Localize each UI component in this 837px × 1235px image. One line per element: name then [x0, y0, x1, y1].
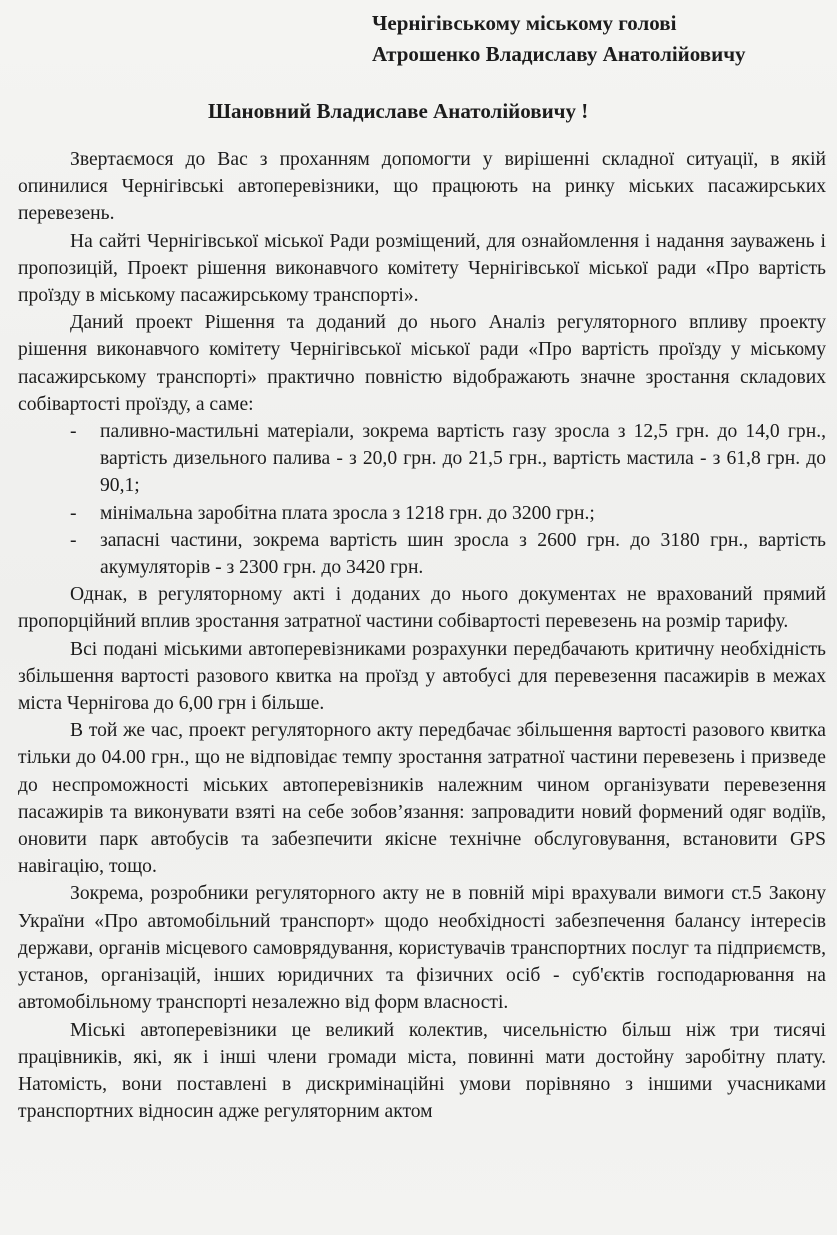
paragraph: Міські автоперевізники це великий колектив, чисельністю більш ніж три тисячі працівників, які, як і інші члени громади міста, повинні мати достойну заробітну плату. Натомість, вони поставлені в дискримінаційні умови порівняно з іншими учасниками транспортних відносин адже регуляторним актом	[18, 1019, 826, 1123]
paragraph: Зокрема, розробники регуляторного акту не в повній мірі врахували вимоги ст.5 Закону України «Про автомобільний транспорт» щодо необхідності забезпечення балансу інтересів держави, органів місцевого самоврядування, користувачів транспортних послуг та підприємств, установ, організацій, інших юридичних та фізичних осіб - суб'єктів господарювання на автомобільному транспорті незалежно від форм власності.	[18, 883, 826, 1014]
cost-items-list	[18, 418, 826, 581]
paragraph: Даний проект Рішення та доданий до нього Аналіз регуляторного впливу проекту рішення виконавчого комітету Чернігівської міської ради «Про вартість проїзду у міському пасажирському транспорті» практично повністю відображають значне зростання складових собівартості проїзду, а саме:	[18, 312, 826, 415]
addressee-line-1: Чернігівському міському голові	[372, 11, 677, 35]
paragraph: На сайті Чернігівської міської Ради розміщений, для ознайомлення і надання зауважень і пропозицій, Проект рішення виконавчого комітету Чернігівської міської ради «Про вартість проїзду в міському пасажирському транспорті».	[18, 230, 826, 307]
addressee-block	[372, 8, 746, 70]
letter-body	[18, 146, 826, 1125]
list-item-text: запасні частини, зокрема вартість шин зросла з 2600 грн. до 3180 грн., вартість акумуляторів - з 2300 грн. до 3420 грн.	[100, 529, 826, 579]
list-item	[18, 527, 826, 581]
paragraph: Всі подані міськими автоперевізниками розрахунки передбачають критичну необхідність збільшення вартості разового квитка на проїзд у автобусі для перевезення пасажирів в межах міста Чернігова до 6,00 грн і більше.	[18, 638, 826, 715]
list-item	[18, 500, 826, 527]
salutation: Шановний Владиславе Анатолійовичу !	[208, 99, 589, 123]
list-item-text: мінімальна заробітна плата зросла з 1218 грн. до 3200 грн.;	[100, 502, 595, 524]
list-dash: -	[70, 421, 77, 443]
addressee-line-2: Атрошенко Владиславу Анатолійовичу	[372, 42, 746, 66]
paragraph: Однак, в регуляторному акті і доданих до нього документах не врахований прямий пропорційний вплив зростання затратної частини собівартості перевезень на розмір тарифу.	[18, 584, 826, 633]
paragraph: Звертаємося до Вас з проханням допомогти у вирішенні складної ситуації, в якій опинилися Чернігівські автоперевізники, що працюють на ринку міських пасажирських перевезень.	[18, 149, 826, 225]
list-dash: -	[70, 529, 77, 551]
list-item	[18, 418, 826, 500]
list-dash: -	[70, 502, 77, 524]
paragraph: В той же час, проект регуляторного акту передбачає збільшення вартості разового квитка тільки до 04.00 грн., що не відповідає темпу зростання затратної частини перевезень і призведе до неспроможності міських автоперевізників належним чином організувати перевезення пасажирів та виконувати взяті на себе зобов’язання: запровадити новий формений одяг водіїв, оновити парк автобусів та забезпечити якісне технічне обслуговування, встановити GPS навігацію, тощо.	[18, 720, 826, 878]
list-item-text: паливно-мастильні матеріали, зокрема вартість газу зросла з 12,5 грн. до 14,0 грн., вартість дизельного палива - з 20,0 грн. до 21,5 грн., вартість мастила - з 61,8 грн. до 90,1;	[100, 421, 826, 497]
